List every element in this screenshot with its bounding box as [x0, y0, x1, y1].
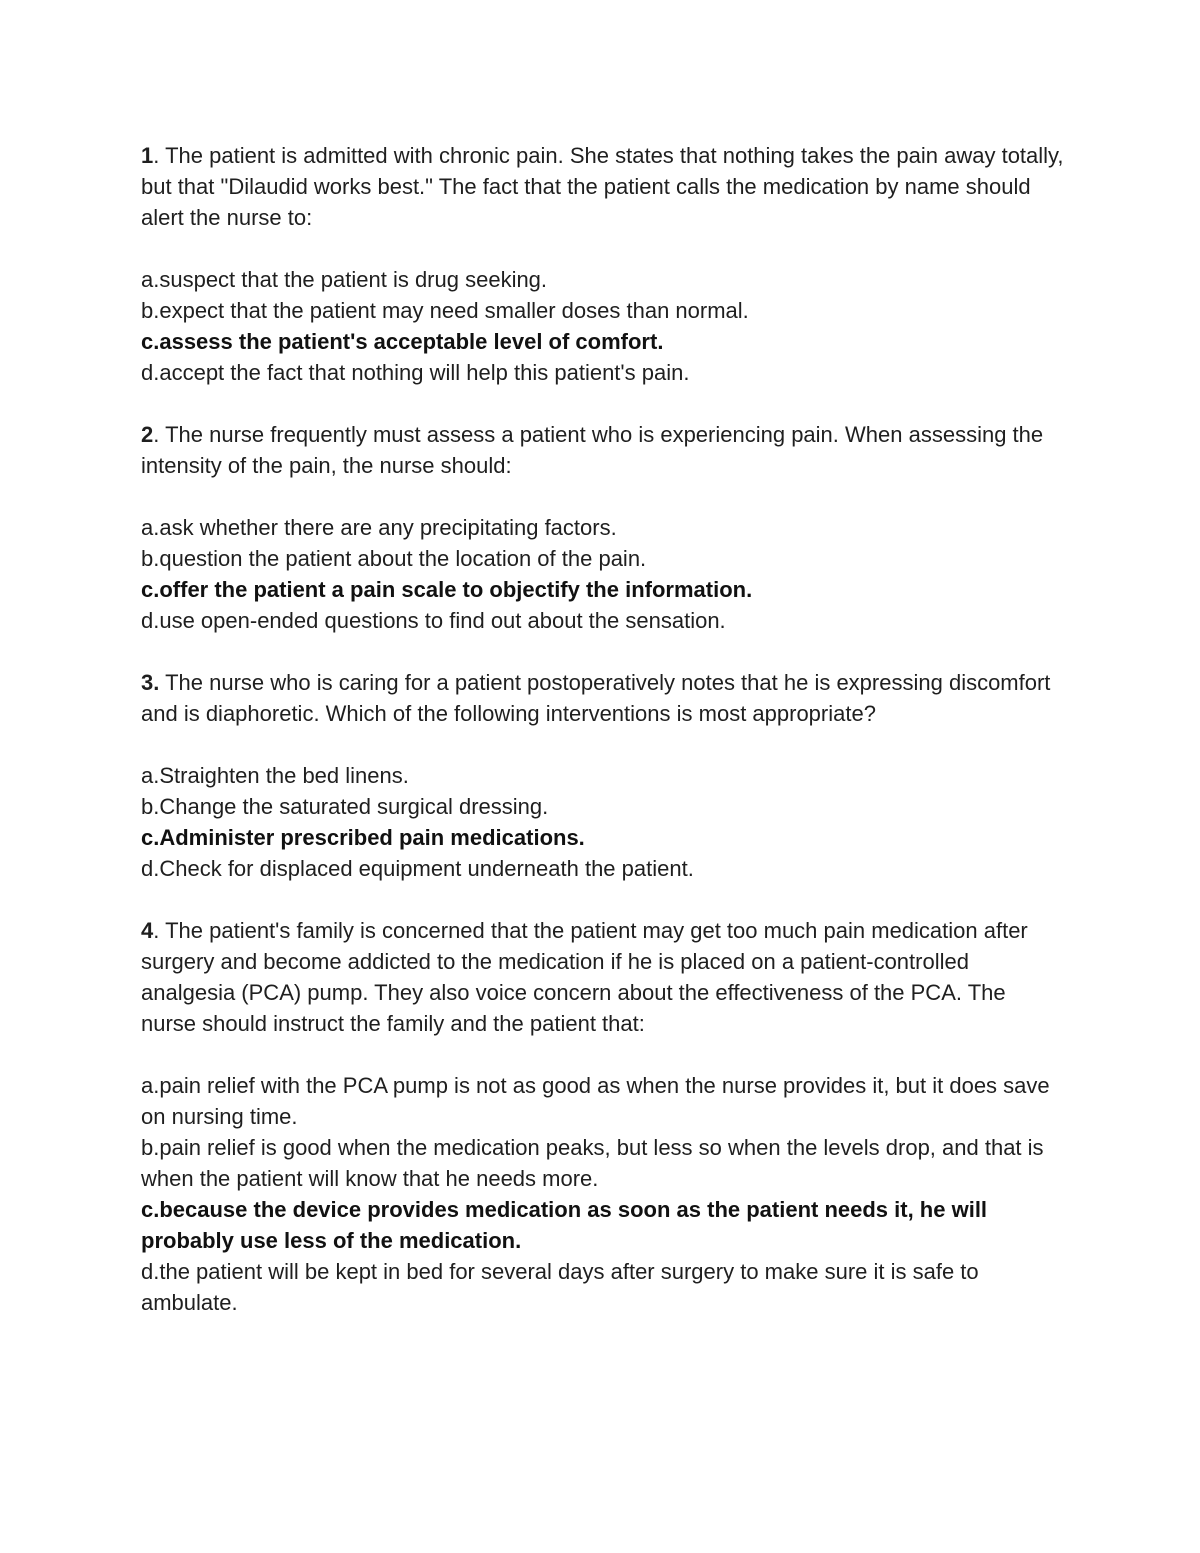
answer-option-a: a.suspect that the patient is drug seeking.: [141, 267, 548, 292]
question-number: 2: [141, 422, 154, 447]
answer-option-a: a.pain relief with the PCA pump is not as good as when the nurse provides it, but it does save on nursing time.: [141, 1073, 1050, 1129]
answer-option-c-correct: c.offer the patient a pain scale to objectify the information.: [141, 577, 753, 602]
answer-option-b: b.Change the saturated surgical dressing.: [141, 794, 549, 819]
answer-options: [141, 264, 1066, 388]
answer-option-c-correct: c.assess the patient's acceptable level of comfort.: [141, 329, 664, 354]
answer-option-b: b.expect that the patient may need smaller doses than normal.: [141, 298, 749, 323]
answer-option-b: b.pain relief is good when the medication peaks, but less so when the levels drop, and that is when the patient will know that he needs more.: [141, 1135, 1044, 1191]
answer-option-d: d.accept the fact that nothing will help this patient's pain.: [141, 360, 690, 385]
question-stem: [141, 419, 1066, 481]
answer-options: [141, 760, 1066, 884]
answer-option-c-correct: c.Administer prescribed pain medications.: [141, 825, 585, 850]
answer-option-c-correct: c.because the device provides medication as soon as the patient needs it, he will probably use less of the medication.: [141, 1197, 988, 1253]
question-2: [141, 419, 1066, 636]
answer-option-d: d.use open-ended questions to find out about the sensation.: [141, 608, 726, 633]
question-1: [141, 140, 1066, 388]
answer-option-a: a.ask whether there are any precipitating factors.: [141, 515, 617, 540]
answer-options: [141, 512, 1066, 636]
answer-option-d: d.Check for displaced equipment underneath the patient.: [141, 856, 694, 881]
question-text: The nurse frequently must assess a patient who is experiencing pain. When assessing the intensity of the pain, the nurse should:: [141, 422, 1044, 478]
question-number: 4: [141, 918, 154, 943]
answer-option-b: b.question the patient about the location of the pain.: [141, 546, 647, 571]
answer-options: [141, 1070, 1066, 1318]
question-3: [141, 667, 1066, 884]
question-4: [141, 915, 1066, 1318]
question-text: The patient's family is concerned that the patient may get too much pain medication after surgery and become addicted to the medication if he is placed on a patient-controlled analgesia (PCA) pump. They also voice concern about the effectiveness of the PCA. The nurse should instruct the family and the patient that:: [141, 918, 1028, 1036]
question-number-separator: .: [153, 422, 160, 447]
question-number-separator: .: [153, 143, 160, 168]
question-number: 3.: [141, 670, 160, 695]
document-page: [141, 140, 1066, 1318]
question-stem: [141, 667, 1066, 729]
question-stem: [141, 915, 1066, 1039]
question-stem: [141, 140, 1066, 233]
question-number: 1: [141, 143, 154, 168]
question-number-separator: .: [153, 918, 160, 943]
question-text: The nurse who is caring for a patient postoperatively notes that he is expressing discomfort and is diaphoretic. Which of the following interventions is most appropriate?: [141, 670, 1051, 726]
answer-option-d: d.the patient will be kept in bed for several days after surgery to make sure it is safe to ambulate.: [141, 1259, 979, 1315]
answer-option-a: a.Straighten the bed linens.: [141, 763, 409, 788]
question-text: The patient is admitted with chronic pain. She states that nothing takes the pain away totally, but that "Dilaudid works best." The fact that the patient calls the medication by name should alert the nurse to:: [141, 143, 1064, 230]
